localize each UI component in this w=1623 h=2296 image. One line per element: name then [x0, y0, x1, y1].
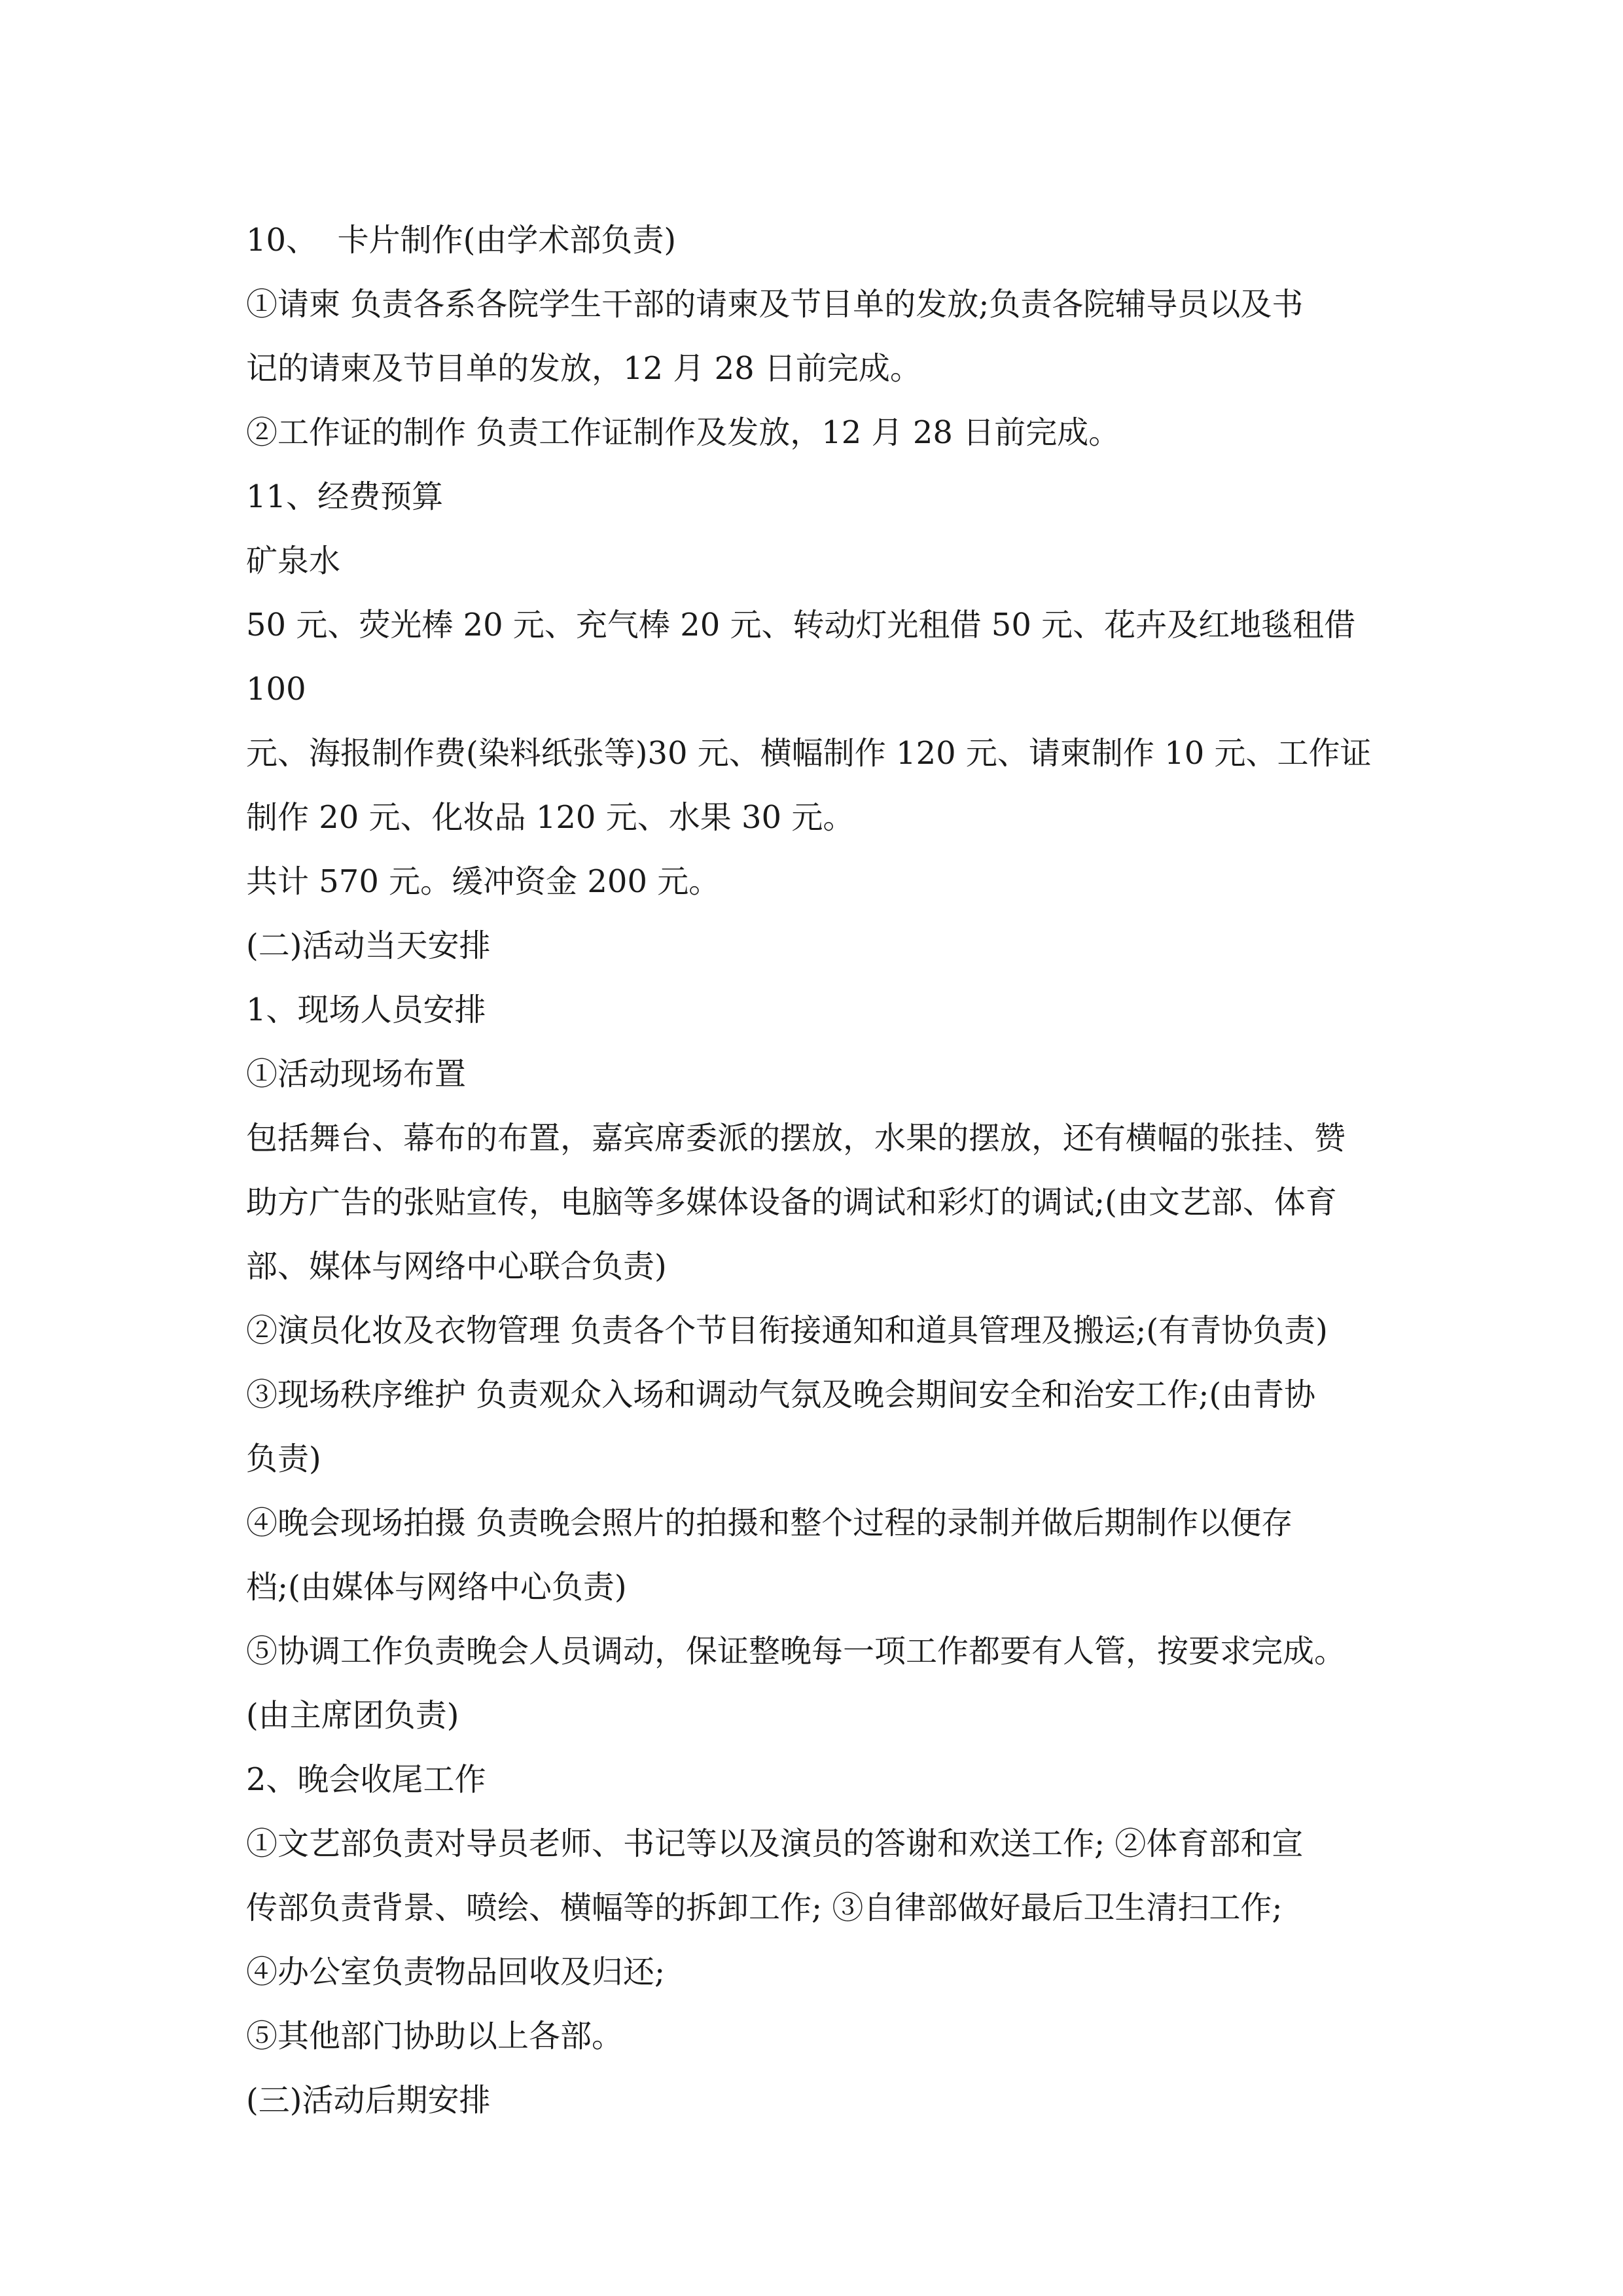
text-line: 共计 570 元。缓冲资金 200 元。 — [246, 863, 721, 900]
text-line: ④晚会现场拍摄 负责晚会照片的拍摄和整个过程的录制并做后期制作以便存 — [246, 1505, 1293, 1541]
text-line: 助方广告的张贴宣传，电脑等多媒体设备的调试和彩灯的调试;(由文艺部、体育 — [246, 1184, 1337, 1221]
text-line: 部、媒体与网络中心联合负责) — [246, 1248, 667, 1285]
text-line: ②演员化妆及衣物管理 负责各个节目衔接通知和道具管理及搬运;(有青协负责) — [246, 1312, 1328, 1349]
text-line: 负责) — [246, 1441, 321, 1477]
section-heading-card-making: 10、 卡片制作(由学术部负责) — [246, 222, 677, 259]
text-line: 包括舞台、幕布的布置，嘉宾席委派的摆放，水果的摆放，还有横幅的张挂、赞 — [246, 1120, 1346, 1157]
text-line: 矿泉水 — [246, 543, 341, 579]
section-heading-wrap-up: 2、晚会收尾工作 — [246, 1761, 486, 1798]
text-line: ①请柬 负责各系各院学生干部的请柬及节目单的发放;负责各院辅导员以及书 — [246, 286, 1304, 323]
text-line: 记的请柬及节目单的发放，12 月 28 日前完成。 — [246, 350, 921, 387]
text-line: 制作 20 元、化妆品 120 元、水果 30 元。 — [246, 799, 855, 836]
text-line: 50 元、荧光棒 20 元、充气棒 20 元、转动灯光租借 50 元、花卉及红地毯租借 100 — [246, 607, 1366, 708]
text-line: ⑤协调工作负责晚会人员调动，保证整晚每一项工作都要有人管，按要求完成。 — [246, 1633, 1346, 1670]
text-line: (由主席团负责) — [246, 1697, 459, 1734]
document-body — [246, 208, 1411, 2132]
section-heading-budget: 11、经费预算 — [246, 478, 444, 515]
text-line: ④办公室负责物品回收及归还; — [246, 1954, 666, 1990]
text-line: 传部负责背景、喷绘、横幅等的拆卸工作; ③自律部做好最后卫生清扫工作; — [246, 1890, 1283, 1926]
section-heading-post-event: (三)活动后期安排 — [246, 2082, 491, 2119]
text-line: ⑤其他部门协助以上各部。 — [246, 2018, 624, 2054]
text-line: ②工作证的制作 负责工作证制作及发放，12 月 28 日前完成。 — [246, 414, 1120, 451]
text-line: ①活动现场布置 — [246, 1056, 467, 1092]
section-heading-day-arrangement: (二)活动当天安排 — [246, 927, 491, 964]
section-heading-staff: 1、现场人员安排 — [246, 992, 486, 1028]
text-line: 档;(由媒体与网络中心负责) — [246, 1569, 627, 1605]
text-line: 元、海报制作费(染料纸张等)30 元、横幅制作 120 元、请柬制作 10 元、工作证 — [246, 735, 1372, 772]
text-line: ③现场秩序维护 负责观众入场和调动气氛及晚会期间安全和治安工作;(由青协 — [246, 1376, 1316, 1413]
text-line: ①文艺部负责对导员老师、书记等以及演员的答谢和欢送工作; ②体育部和宣 — [246, 1825, 1304, 1862]
